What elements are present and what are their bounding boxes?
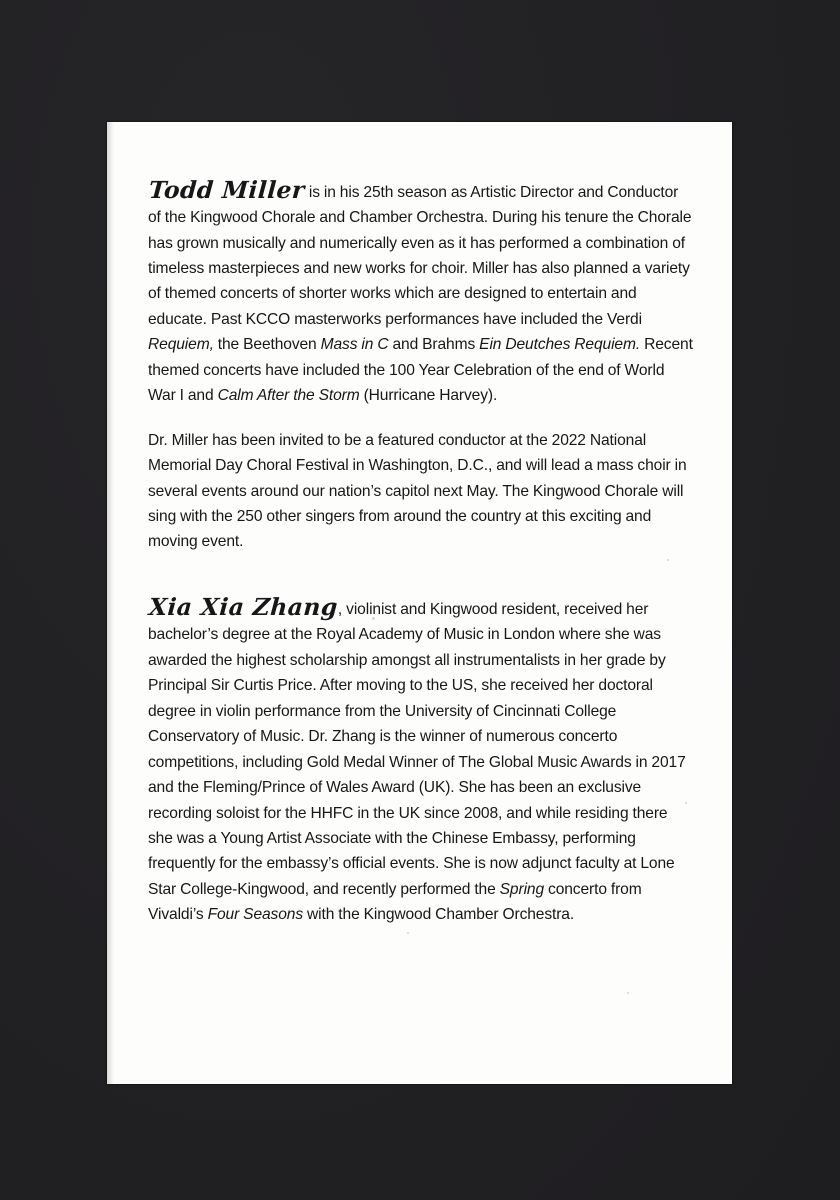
scan-speckle [627, 992, 629, 994]
bio-text-seg: concerto from Vivaldi’s [148, 880, 642, 924]
paragraph-miller-festival: Dr. Miller has been invited to be a featured conductor at the 2022 National Memorial Day Choral Festival in Washington, D.C., and will lead a mass choir in several events around our nation’s capitol next May. The Kingwood Chorale will sing with the 250 other singers from around the country at this exciting and moving event. [148, 431, 687, 551]
work-title-requiem: Requiem, [148, 336, 214, 354]
work-title-calm-after-the-storm: Calm After the Storm [217, 387, 360, 405]
bio-text-seg: (Hurricane Harvey). [359, 387, 498, 405]
bio-xia-xia-zhang [148, 595, 693, 928]
work-title-four-seasons: Four Seasons [207, 906, 304, 924]
bio-todd-miller [148, 178, 693, 409]
page-left-edge-shadow [107, 122, 114, 1084]
page-content [148, 162, 693, 943]
bio-text-seg: the Beethoven [213, 336, 321, 354]
bio-name-xia-xia-zhang: Xia Xia Zhang [147, 593, 339, 622]
bio-name-todd-miller: Todd Miller [147, 176, 306, 205]
work-title-ein-deutches-requiem: Ein Deutches Requiem. [479, 336, 641, 354]
document-page [107, 122, 732, 1084]
work-title-mass-in-c: Mass in C [320, 336, 389, 354]
work-title-spring: Spring [499, 880, 545, 898]
bio-text-seg: and Brahms [388, 336, 480, 354]
bio-text-seg: Recent themed concerts have included the 100 Year Celebration of the end of World War I and [148, 336, 693, 405]
bio-text-seg: , violinist and Kingwood resident, received her bachelor’s degree at the Royal Academy of Music in London where she was awarded the highest scholarship amongst all instrumentalists in her grade by Principal Sir Curtis Price. After moving to the US, she received her doctoral degree in violin performance from the University of Cincinnati College Conservatory of Music. Dr. Zhang is the winner of numerous concerto competitions, including Gold Medal Winner of The Global Music Awards in 2017 and the Fleming/Prince of Wales Award (UK). She has been an exclusive recording soloist for the HHFC in the UK since 2008, and while residing there she was a Young Artist Associate with the Chinese Embassy, performing frequently for the embassy’s official events. She is now adjunct faculty at Lone Star College-Kingwood, and recently performed the [148, 600, 686, 898]
bio-text-seg: is in his 25th season as Artistic Director and Conductor of the Kingwood Chorale and Chamber Orchestra. During his tenure the Chorale has grown musically and numerically even as it has performed a combination of timeless masterpieces and new works for choir. Miller has also planned a variety of themed concerts of shorter works which are designed to entertain and educate. Past KCCO masterworks performances have included the Verdi [148, 183, 692, 328]
bio-text-seg: with the Kingwood Chamber Orchestra. [303, 906, 575, 924]
